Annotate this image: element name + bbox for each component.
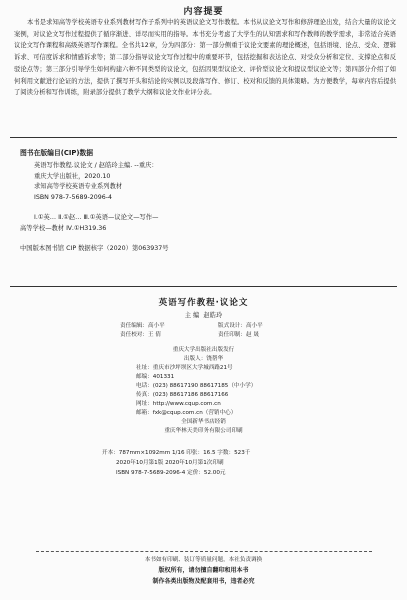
spec-edition: 2020年10月第1版 2020年10月第1次印刷 [116, 460, 224, 466]
quality-notice: 本书如有印刷、装订等质量问题，本社负责调换 [144, 557, 263, 563]
publisher-address: 社址：重庆市沙坪坝区大学城西路21号 [136, 365, 233, 371]
cip-block [20, 161, 360, 255]
publisher-person: 出版人：饶帮华 [183, 356, 224, 362]
warning-notice: 制作各类出版物及配套用书，违者必究 [152, 578, 255, 585]
editor-credit: 责任编辑：高小平 [120, 323, 165, 329]
staff-right [218, 322, 263, 340]
publisher-email: 邮箱：fxk@cqup.com.cn（营销中心） [136, 410, 237, 416]
publisher-postcode: 邮编：401331 [136, 374, 175, 380]
book-title: 英语写作教程·议论文 [158, 298, 249, 308]
publisher-name: 重庆大学出版社出版发行 [172, 347, 235, 353]
cip-line: ISBN 978-7-5689-2096-4 [34, 193, 113, 201]
page-divider [10, 286, 397, 287]
copyright-notice: 版权所有，请勿擅自翻印和用本书 [158, 567, 249, 574]
cip-line: Ⅰ.①英… Ⅱ.①赵… Ⅲ.①英语—议论文—写作— [34, 214, 159, 221]
abstract-divider [10, 137, 397, 138]
cip-line: 求知高等学校英语专业系列教材 [34, 183, 123, 190]
layout-credit: 版式设计：高小平 [218, 323, 263, 329]
cip-line: 中国版本图书馆 CIP 数据核字（2020）第063937号 [20, 245, 169, 252]
proofreader-credit: 责任校对：王 倩 [120, 332, 161, 339]
cip-line: 高等学校—教材 Ⅳ.①H319.36 [20, 224, 107, 232]
distributor: 全国新华书店经销 [181, 419, 226, 425]
notice-divider [36, 551, 372, 552]
cip-line: 重庆大学出版社，2020.10 [34, 172, 111, 180]
author-name: 赵皓玲 [203, 312, 223, 319]
abstract-title: 内容提要 [183, 7, 224, 17]
publisher-fax: 传真：(023) 88617186 88617166 [136, 392, 229, 398]
printing-credit: 责任印制：赵 晟 [218, 332, 259, 339]
printer: 重庆华林天美印务有限公司印刷 [164, 428, 243, 434]
staff-left [120, 322, 165, 340]
spec-format: 开本：787mm×1092mm 1/16 印张：16.5 字数：523千 [102, 450, 251, 456]
abstract-body: 本书是求知高等学校英语专业系列教材写作子系列中的英语议论文写作教程。本书从议论文写作和修辞理论出发，结合大量的议论文案例，对议论文写作过程提供了循序渐进、详尽而实用的指导。本书充分考虑了大学生的认知需求和写作教师的教学需求，非常适合英语议论文写作课程和高级英语写作课程。全书共12章，分为四部分：第一部分侧重于议论文要素的理论概述，包括语境、论点、受众、逻辑诉求、可信度诉求和情感诉求等；第二部分指导议论文写作过程中的重要环节，包括挖掘和表达论点、对受众分析和定位、支撑论点和反驳论点等；第三部分引导学生如何构建六种不同类型的议论文，包括因果型议论文、评价型议论文和提议型议论文等；第四部分介绍了如何利用文献进行论证的方法，提供了撰写开头和结论的实例以及段落写作、修订、校对和反馈的具体策略。为方便教学，每章内容后提供了阅读分析和写作训练，附录部分提供了教学大纲和议论文作业评分表。 [14, 19, 396, 97]
author-line [0, 310, 407, 319]
publisher-website: 网址：http://www.cqup.com.cn [136, 401, 221, 407]
cip-line: 英语写作教程.议论文 / 赵皓玲主编. --重庆： [34, 162, 158, 169]
cip-heading: 图书在版编目(CIP)数据 [20, 149, 94, 157]
publisher-phone: 电话：(023) 88617190 88617185（中小学） [136, 383, 257, 389]
spec-isbn-price: ISBN 978-7-5689-2096-4 定价：52.00元 [116, 470, 226, 476]
author-label: 主 编 [184, 312, 200, 319]
